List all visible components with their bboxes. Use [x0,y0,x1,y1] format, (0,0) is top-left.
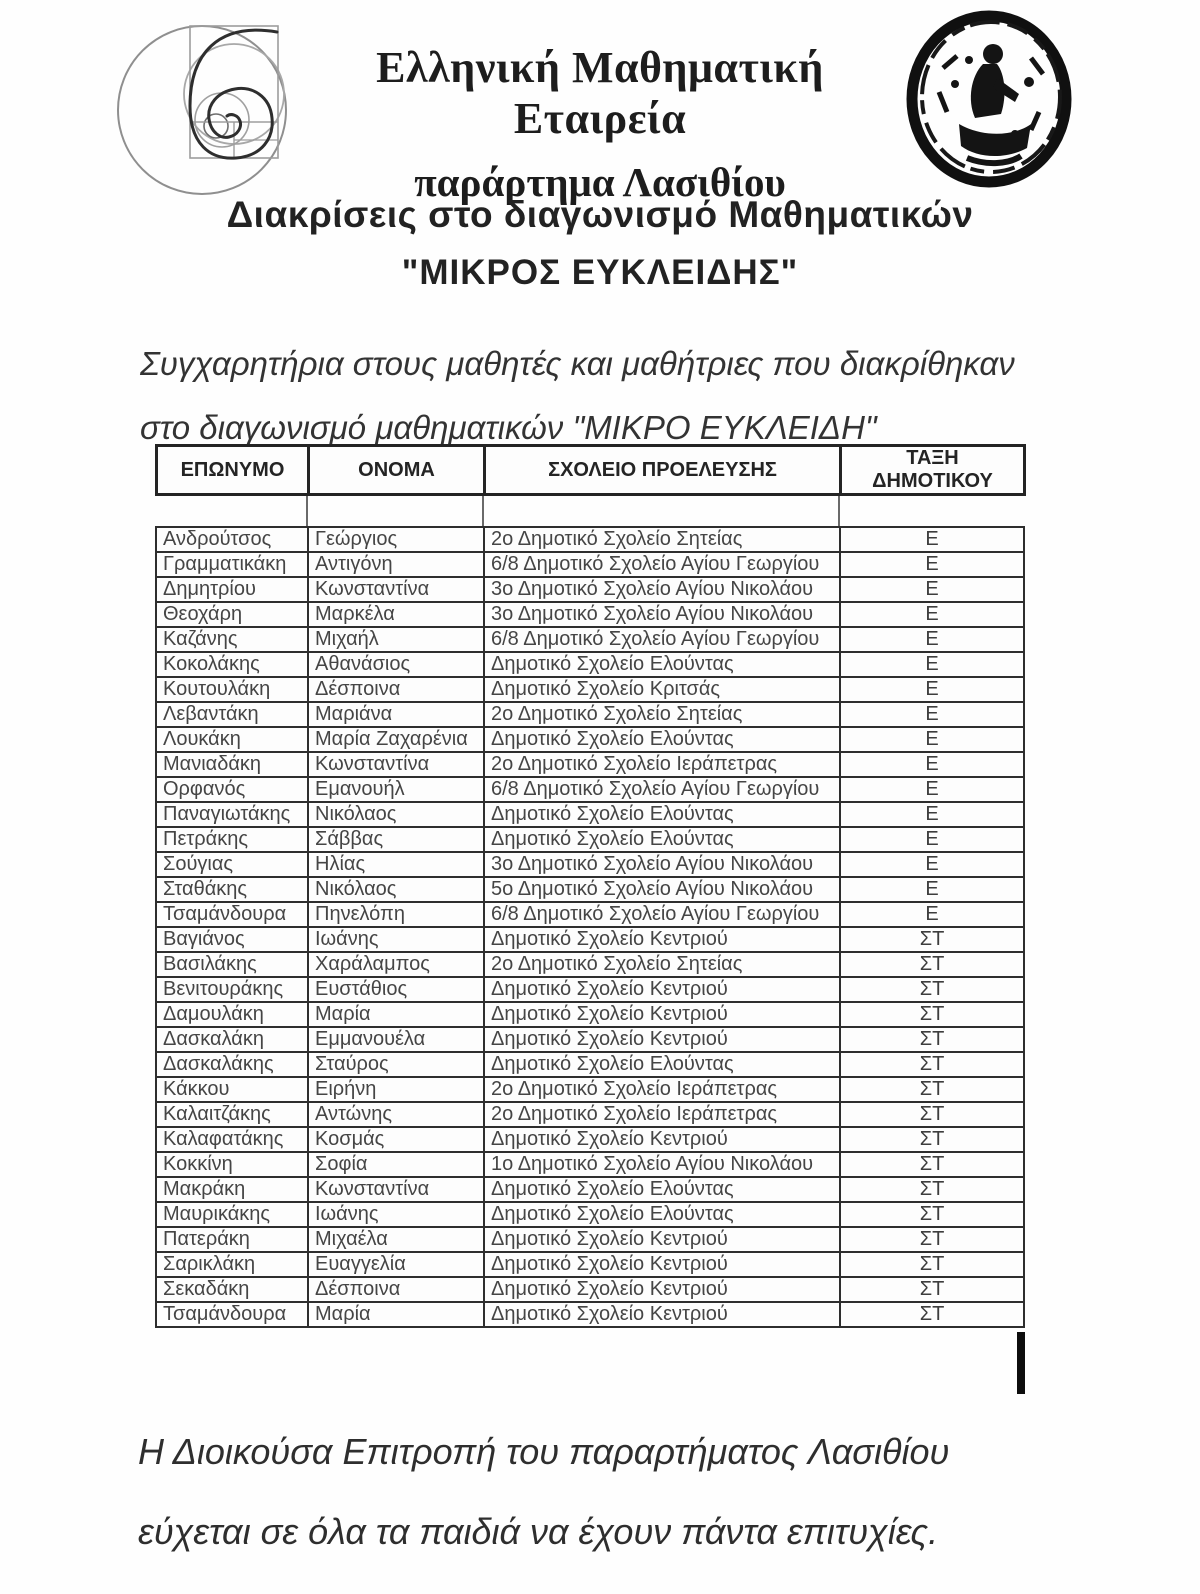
grade-cell: Ε [840,552,1024,577]
school-cell: Δημοτικό Σχολείο Ελούντας [484,1177,840,1202]
firstname-cell: Νικόλαος [308,877,484,902]
surname-cell: Δαμουλάκη [156,1002,308,1027]
table-row [156,1152,1024,1177]
surname-cell: Σαρικλάκη [156,1252,308,1277]
text-cursor-artifact [1017,1332,1025,1394]
footer-line1: Η Διοικούσα Επιτροπή του παραρτήματος Λασιθίου [138,1431,950,1472]
surname-cell: Σούγιας [156,852,308,877]
surname-cell: Κοκολάκης [156,652,308,677]
table-row [156,802,1024,827]
grade-cell: ΣΤ [840,927,1024,952]
school-cell: Δημοτικό Σχολείο Κεντριού [484,1027,840,1052]
school-cell: Δημοτικό Σχολείο Κεντριού [484,1277,840,1302]
school-cell: Δημοτικό Σχολείο Ελούντας [484,827,840,852]
firstname-cell: Κοσμάς [308,1127,484,1152]
surname-cell: Δασκαλάκη [156,1027,308,1052]
grade-cell: Ε [840,877,1024,902]
firstname-cell: Αθανάσιος [308,652,484,677]
surname-cell: Τσαμάνδουρα [156,902,308,927]
firstname-cell: Κωνσταντίνα [308,577,484,602]
firstname-cell: Μιχαέλα [308,1227,484,1252]
school-cell: 6/8 Δημοτικό Σχολείο Αγίου Γεωργίου [484,627,840,652]
table-row [156,527,1024,552]
table-row [156,852,1024,877]
firstname-cell: Πηνελόπη [308,902,484,927]
results-table [155,444,1023,1328]
col-header-firstname: ΟΝΟΜΑ [309,446,485,495]
golden-spiral-icon [110,10,310,200]
table-row [156,977,1024,1002]
school-cell: Δημοτικό Σχολείο Κεντριού [484,1002,840,1027]
grade-cell: ΣΤ [840,977,1024,1002]
school-cell: Δημοτικό Σχολείο Κεντριού [484,1127,840,1152]
firstname-cell: Γεώργιος [308,527,484,552]
firstname-cell: Κωνσταντίνα [308,1177,484,1202]
table-row [156,902,1024,927]
gap-divider-line [306,496,308,526]
school-cell: 3ο Δημοτικό Σχολείο Αγίου Νικολάου [484,602,840,627]
school-cell: 6/8 Δημοτικό Σχολείο Αγίου Γεωργίου [484,552,840,577]
firstname-cell: Αντώνης [308,1102,484,1127]
firstname-cell: Μαρία [308,1302,484,1327]
school-cell: Δημοτικό Σχολείο Κεντριού [484,1302,840,1327]
surname-cell: Κοκκίνη [156,1152,308,1177]
table-row [156,1202,1024,1227]
grade-cell: Ε [840,652,1024,677]
grade-cell: ΣΤ [840,1077,1024,1102]
surname-cell: Βενιτουράκης [156,977,308,1002]
surname-cell: Ανδρούτσος [156,527,308,552]
grade-cell: ΣΤ [840,1052,1024,1077]
document-title [20,194,1180,293]
firstname-cell: Εμμανουέλα [308,1027,484,1052]
school-cell: Δημοτικό Σχολείο Ελούντας [484,652,840,677]
grade-cell: Ε [840,852,1024,877]
table-row [156,752,1024,777]
surname-cell: Δημητρίου [156,577,308,602]
firstname-cell: Ευαγγελία [308,1252,484,1277]
org-title [290,42,910,206]
table-row [156,552,1024,577]
table-row [156,1127,1024,1152]
grade-cell: ΣΤ [840,1152,1024,1177]
table-row [156,1027,1024,1052]
school-cell: 1ο Δημοτικό Σχολείο Αγίου Νικολάου [484,1152,840,1177]
surname-cell: Μαυρικάκης [156,1202,308,1227]
surname-cell: Καλαιτζάκης [156,1102,308,1127]
school-cell: Δημοτικό Σχολείο Ελούντας [484,1202,840,1227]
table-row [156,1002,1024,1027]
school-cell: Δημοτικό Σχολείο Κεντριού [484,977,840,1002]
grade-cell: ΣΤ [840,1002,1024,1027]
grade-cell: ΣΤ [840,1127,1024,1152]
grade-cell: ΣΤ [840,1102,1024,1127]
grade-cell: Ε [840,677,1024,702]
surname-cell: Σεκαδάκη [156,1277,308,1302]
firstname-cell: Ιωάνης [308,1202,484,1227]
surname-cell: Βασιλάκης [156,952,308,977]
grade-cell: Ε [840,777,1024,802]
table-row [156,602,1024,627]
firstname-cell: Νικόλαος [308,802,484,827]
grade-cell: Ε [840,902,1024,927]
school-cell: Δημοτικό Σχολείο Κεντριού [484,1252,840,1277]
surname-cell: Σταθάκης [156,877,308,902]
grade-cell: Ε [840,627,1024,652]
grade-cell: ΣΤ [840,1277,1024,1302]
firstname-cell: Μιχαήλ [308,627,484,652]
results-table-data [155,526,1025,1328]
grade-cell: ΣΤ [840,1227,1024,1252]
intro-paragraph [140,332,1120,460]
title-line2: "ΜΙΚΡΟΣ ΕΥΚΛΕΙΔΗΣ" [401,253,799,292]
table-row [156,677,1024,702]
firstname-cell: Δέσποινα [308,1277,484,1302]
school-cell: 2ο Δημοτικό Σχολείο Σητείας [484,702,840,727]
col-header-grade: ΤΑΞΗ ΔΗΜΟΤΙΚΟΥ [841,446,1025,495]
title-line1: Διακρίσεις στο διαγωνισμό Μαθηματικών [226,194,974,235]
table-row [156,777,1024,802]
school-cell: Δημοτικό Σχολείο Ελούντας [484,802,840,827]
grade-cell: Ε [840,827,1024,852]
table-row [156,1077,1024,1102]
grade-cell: Ε [840,577,1024,602]
firstname-cell: Μαριάνα [308,702,484,727]
surname-cell: Καζάνης [156,627,308,652]
table-row [156,1252,1024,1277]
table-row [156,1177,1024,1202]
grade-cell: ΣΤ [840,1177,1024,1202]
intro-line1: Συγχαρητήρια στους μαθητές και μαθήτριες που διακρίθηκαν [140,345,1015,382]
grade-cell: ΣΤ [840,952,1024,977]
table-row [156,1052,1024,1077]
school-cell: Δημοτικό Σχολείο Κεντριού [484,927,840,952]
surname-cell: Δασκαλάκης [156,1052,308,1077]
firstname-cell: Μαρία Ζαχαρένια [308,727,484,752]
firstname-cell: Μαρκέλα [308,602,484,627]
school-cell: Δημοτικό Σχολείο Κεντριού [484,1227,840,1252]
results-table-body [156,527,1024,1327]
firstname-cell: Εμανουήλ [308,777,484,802]
school-cell: Δημοτικό Σχολείο Ελούντας [484,727,840,752]
school-cell: 2ο Δημοτικό Σχολείο Ιεράπετρας [484,1077,840,1102]
header-body-gap [155,496,1023,526]
table-row [156,927,1024,952]
firstname-cell: Ευστάθιος [308,977,484,1002]
grade-cell: Ε [840,602,1024,627]
grade-cell: ΣΤ [840,1252,1024,1277]
school-cell: Δημοτικό Σχολείο Κριτσάς [484,677,840,702]
col-header-surname: ΕΠΩΝΥΜΟ [157,446,309,495]
grade-cell: Ε [840,727,1024,752]
gap-divider-line [482,496,484,526]
firstname-cell: Σταύρος [308,1052,484,1077]
grade-cell: Ε [840,802,1024,827]
surname-cell: Πατεράκη [156,1227,308,1252]
grade-cell: Ε [840,752,1024,777]
surname-cell: Λουκάκη [156,727,308,752]
grade-cell: ΣΤ [840,1027,1024,1052]
firstname-cell: Κωνσταντίνα [308,752,484,777]
table-row [156,1302,1024,1327]
table-row [156,1102,1024,1127]
table-row [156,827,1024,852]
intro-line2: στο διαγωνισμό μαθηματικών "ΜΙΚΡΟ ΕΥΚΛΕΙΔΗ" [140,409,877,446]
school-cell: 5ο Δημοτικό Σχολείο Αγίου Νικολάου [484,877,840,902]
table-row [156,702,1024,727]
firstname-cell: Δέσποινα [308,677,484,702]
surname-cell: Λεβαντάκη [156,702,308,727]
school-cell: 6/8 Δημοτικό Σχολείο Αγίου Γεωργίου [484,777,840,802]
firstname-cell: Σοφία [308,1152,484,1177]
org-branch: παράρτημα Λασιθίου [414,159,786,205]
firstname-cell: Ιωάνης [308,927,484,952]
school-cell: 3ο Δημοτικό Σχολείο Αγίου Νικολάου [484,577,840,602]
gap-divider-line [838,496,840,526]
grade-cell: Ε [840,702,1024,727]
surname-cell: Πετράκης [156,827,308,852]
surname-cell: Καλαφατάκης [156,1127,308,1152]
school-cell: 2ο Δημοτικό Σχολείο Ιεράπετρας [484,1102,840,1127]
surname-cell: Κουτουλάκη [156,677,308,702]
surname-cell: Παναγιωτάκης [156,802,308,827]
firstname-cell: Αντιγόνη [308,552,484,577]
table-row [156,877,1024,902]
society-seal-icon [903,8,1075,190]
surname-cell: Μακράκη [156,1177,308,1202]
table-row [156,627,1024,652]
table-row [156,577,1024,602]
footer-paragraph [138,1412,1138,1572]
results-table-header [155,444,1026,496]
footer-line2: εύχεται σε όλα τα παιδιά να έχουν πάντα επιτυχίες. [138,1511,939,1552]
firstname-cell: Μαρία [308,1002,484,1027]
surname-cell: Γραμματικάκη [156,552,308,577]
grade-cell: ΣΤ [840,1202,1024,1227]
school-cell: 2ο Δημοτικό Σχολείο Ιεράπετρας [484,752,840,777]
grade-cell: ΣΤ [840,1302,1024,1327]
surname-cell: Βαγιάνος [156,927,308,952]
org-name: Ελληνική Μαθηματική Εταιρεία [376,43,824,143]
table-row [156,727,1024,752]
grade-cell: Ε [840,527,1024,552]
surname-cell: Ορφανός [156,777,308,802]
surname-cell: Κάκκου [156,1077,308,1102]
surname-cell: Θεοχάρη [156,602,308,627]
firstname-cell: Σάββας [308,827,484,852]
school-cell: 2ο Δημοτικό Σχολείο Σητείας [484,952,840,977]
table-row [156,1277,1024,1302]
surname-cell: Τσαμάνδουρα [156,1302,308,1327]
firstname-cell: Χαράλαμπος [308,952,484,977]
table-row [156,1227,1024,1252]
school-cell: 3ο Δημοτικό Σχολείο Αγίου Νικολάου [484,852,840,877]
table-row [156,952,1024,977]
col-header-school: ΣΧΟΛΕΙΟ ΠΡΟΕΛΕΥΣΗΣ [485,446,841,495]
surname-cell: Μανιαδάκη [156,752,308,777]
firstname-cell: Ηλίας [308,852,484,877]
school-cell: 6/8 Δημοτικό Σχολείο Αγίου Γεωργίου [484,902,840,927]
firstname-cell: Ειρήνη [308,1077,484,1102]
school-cell: Δημοτικό Σχολείο Ελούντας [484,1052,840,1077]
school-cell: 2ο Δημοτικό Σχολείο Σητείας [484,527,840,552]
table-row [156,652,1024,677]
